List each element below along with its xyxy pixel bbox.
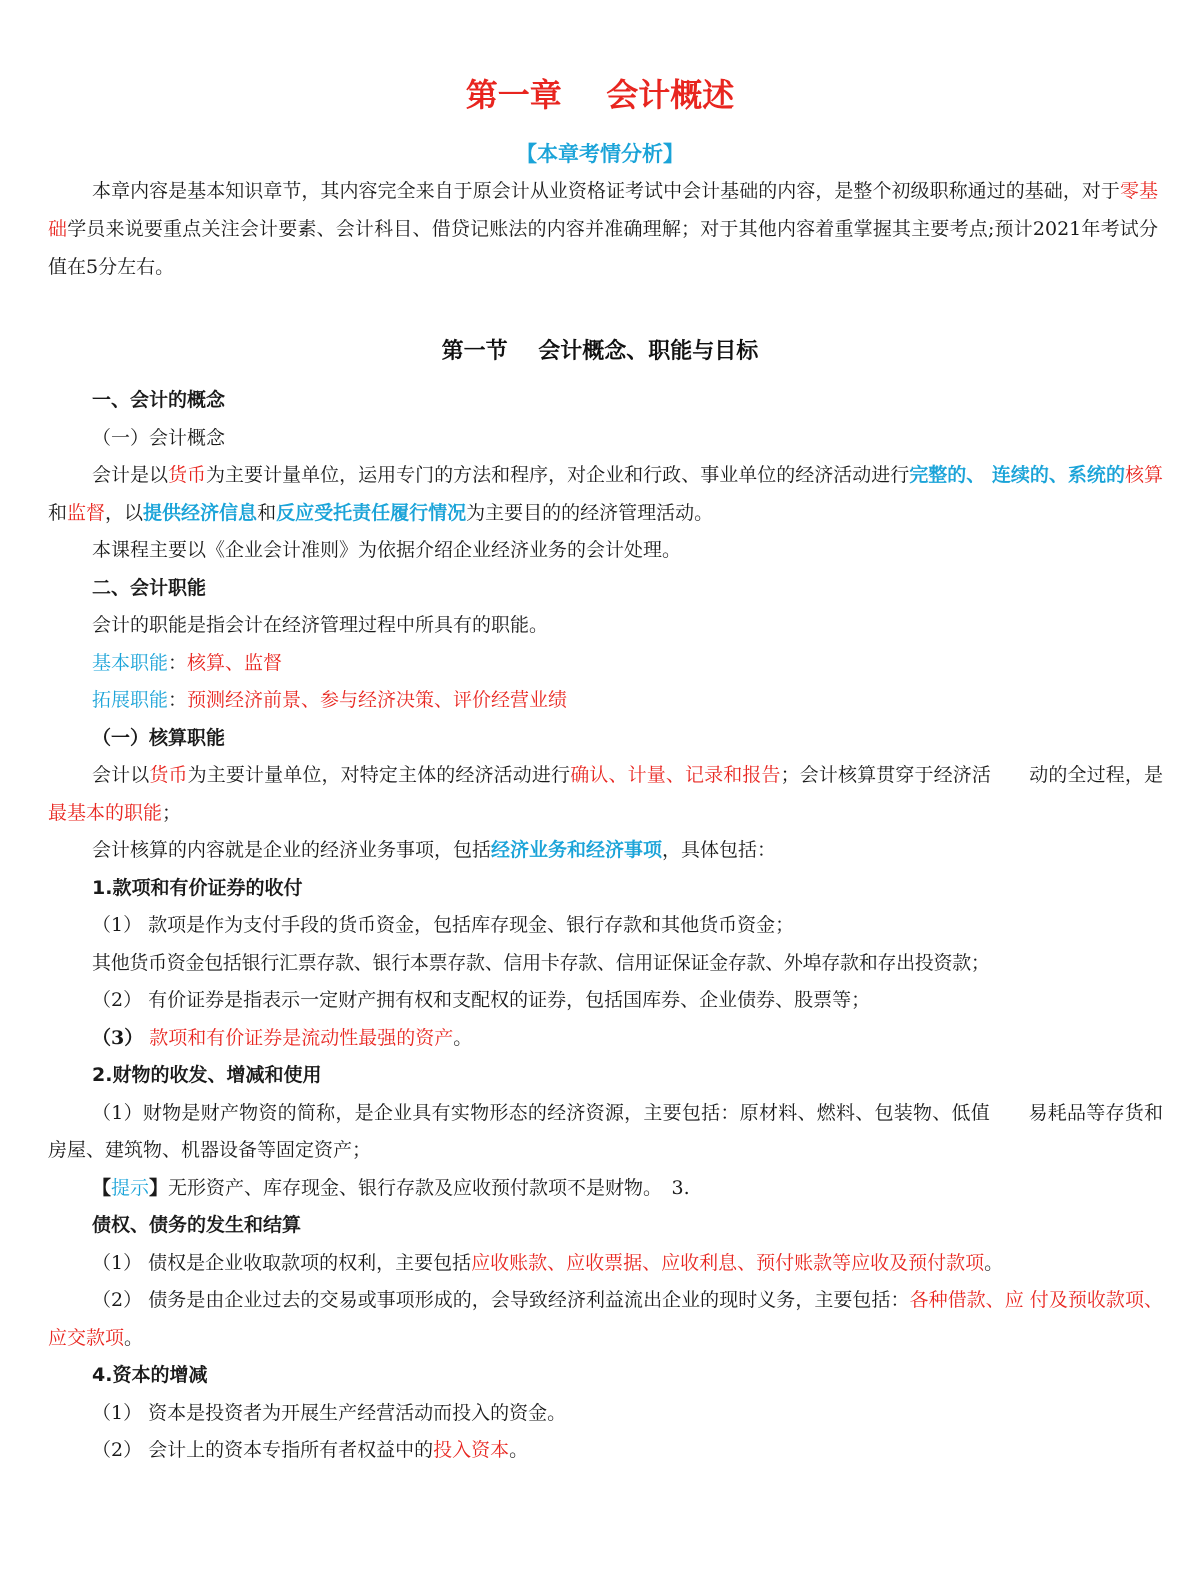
- text: ，具体包括：: [662, 839, 777, 861]
- highlight: 最基本的职能: [48, 801, 163, 824]
- highlight: 款项和有价证券是流动性最强的资产: [143, 1026, 454, 1049]
- course-note: 本课程主要以《企业会计准则》为依据介绍企业经济业务的会计处理。: [92, 539, 682, 561]
- item-4-a: （1） 资本是投资者为开展生产经营活动而投入的资金。: [92, 1401, 567, 1424]
- item-1-a: （1） 款项是作为支付手段的货币资金，包括库存现金、银行存款和其他货币资金；: [92, 914, 795, 936]
- value: 核算、监督: [187, 651, 283, 674]
- heading-functions: 二、会计职能: [92, 576, 207, 599]
- item-2-heading: 2.财物的收发、增减和使用: [92, 1064, 322, 1086]
- intro-paragraph: [48, 172, 1158, 286]
- tip-label: 提示: [111, 1176, 150, 1199]
- label: 拓展职能: [92, 689, 169, 711]
- item-3-a: [48, 1245, 1163, 1283]
- highlight: 经济业务和经济事项: [491, 839, 663, 861]
- text: 会计核算的内容就是企业的经济业务事项，包括: [92, 839, 492, 861]
- item-1-d: [48, 1020, 1163, 1058]
- bracket: 】: [149, 1176, 169, 1199]
- analysis-title: 【本章考情分析】: [516, 142, 684, 166]
- value: 预测经济前景、参与经济决策、评价经营业绩: [187, 689, 568, 711]
- highlight: 各种借款、应 付及预收款项、应交款项: [48, 1289, 1163, 1349]
- section-title: 第一节 会计概念、职能与目标: [441, 339, 759, 364]
- item-2-tip: [48, 1170, 1163, 1208]
- text: 和: [257, 501, 277, 524]
- text: ：: [168, 689, 188, 711]
- chapter-title: 第一章 会计概述: [465, 76, 735, 114]
- highlight: 投入资本: [433, 1439, 510, 1461]
- item-2-a: （1）财物是财产物资的简称，是企业具有实物形态的经济资源，主要包括：原材料、燃料、包装物、低值 易耗品等存货和房屋、建筑物、机器设备等固定资产；: [48, 1101, 1163, 1161]
- intro-highlight: 零基础: [48, 180, 1158, 240]
- text: ；会计核算贯穿于经济活 动的全过程，是: [780, 764, 1163, 786]
- basic-functions: [48, 645, 1163, 683]
- highlight: 应收账款、应收票据、应收利息、预付账款等应收及预付款项: [471, 1251, 985, 1274]
- highlight: 确认、计量、记录和报告: [570, 764, 781, 786]
- sub-heading-accounting: （一）核算职能: [92, 726, 226, 749]
- bracket: 【: [92, 1176, 112, 1199]
- text: 会计以: [92, 764, 150, 786]
- accounting-content-text: [48, 832, 1163, 870]
- highlight: 完整的、 连续的、系统的: [909, 464, 1125, 486]
- text: （2） 会计上的资本专指所有者权益中的: [92, 1439, 434, 1461]
- label: 基本职能: [92, 651, 169, 674]
- text: 为主要计量单位，对特定主体的经济活动进行: [187, 764, 571, 786]
- item-4-b: [48, 1432, 1163, 1470]
- text: （1） 债权是企业收取款项的权利，主要包括: [92, 1251, 472, 1274]
- text: ；: [162, 801, 182, 824]
- highlight: 货币: [149, 764, 188, 786]
- sub-heading-concept: （一）会计概念: [92, 426, 226, 449]
- text: 。: [124, 1326, 144, 1349]
- text: 。: [453, 1026, 473, 1049]
- text: 。: [984, 1251, 1004, 1274]
- heading-concept: 一、会计的概念: [92, 389, 226, 411]
- item-1-b: 其他货币资金包括银行汇票存款、银行本票存款、信用卡存款、信用证保证金存款、外埠存款和存出投资款；: [92, 951, 990, 974]
- text: 。: [509, 1439, 529, 1461]
- text: ，以: [105, 501, 144, 524]
- concept-definition: [48, 457, 1163, 532]
- text: 和: [48, 501, 68, 524]
- text: ：: [168, 651, 188, 674]
- text: 会计是以: [92, 464, 169, 486]
- text: 无形资产、库存现金、银行存款及应收预付款项不是财物。 3.: [168, 1176, 690, 1199]
- text: （2） 债务是由企业过去的交易或事项形成的，会导致经济利益流出企业的现时义务，主要包括：: [92, 1289, 910, 1311]
- text: 为主要目的的经济管理活动。: [466, 501, 714, 524]
- section-body: [48, 382, 1163, 1470]
- highlight: 监督: [67, 501, 106, 524]
- highlight: 提供经济信息: [143, 501, 258, 524]
- number: （3）: [92, 1026, 144, 1049]
- functions-definition: 会计的职能是指会计在经济管理过程中所具有的职能。: [92, 614, 549, 636]
- highlight: 货币: [168, 464, 207, 486]
- item-1-c: （2） 有价证券是指表示一定财产拥有权和支配权的证券，包括国库券、企业债券、股票等；: [92, 989, 871, 1011]
- intro-text-2: 学员来说要重点关注会计要素、会计科目、借贷记账法的内容并准确理解；对于其他内容着重掌握其主要考点;预计2021年考试分值在5分左右。: [48, 218, 1158, 278]
- item-4-heading: 4.资本的增减: [92, 1364, 208, 1386]
- extended-functions: [48, 682, 1163, 720]
- intro-text-1: 本章内容是基本知识章节，其内容完全来自于原会计从业资格证考试中会计基础的内容，是整个初级职称通过的基础，对于: [92, 180, 1120, 202]
- accounting-function-text: [48, 757, 1163, 832]
- item-3-heading: 债权、债务的发生和结算: [92, 1214, 302, 1236]
- highlight: 反应受托责任履行情况: [276, 501, 467, 524]
- text: 为主要计量单位，运用专门的方法和程序，对企业和行政、事业单位的经济活动进行: [206, 464, 910, 486]
- item-1-heading: 1.款项和有价证券的收付: [92, 876, 303, 899]
- item-3-b: [48, 1282, 1163, 1357]
- highlight: 核算: [1124, 464, 1163, 486]
